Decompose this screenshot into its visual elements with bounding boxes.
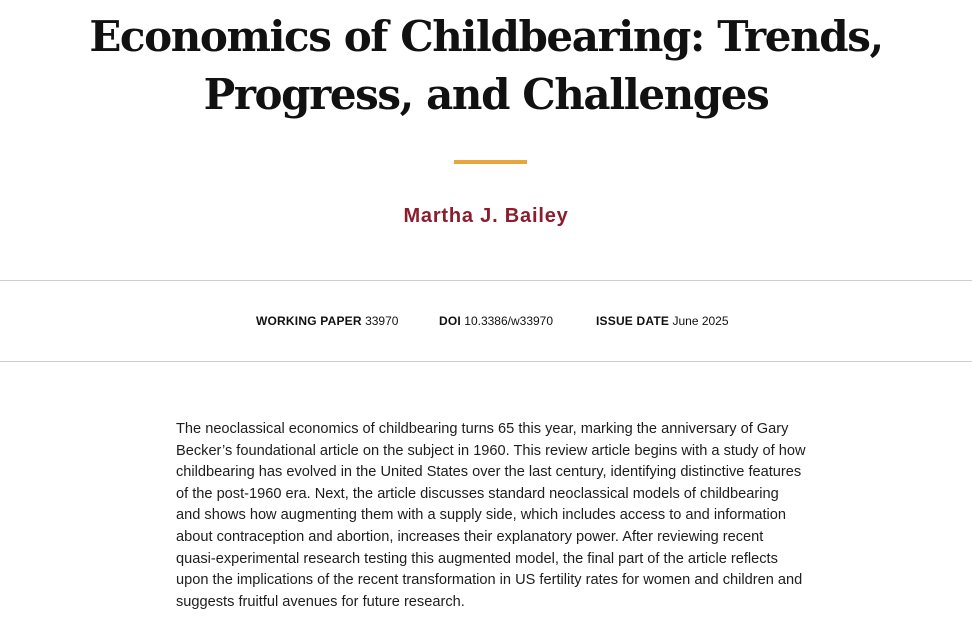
author-name[interactable]: Martha J. Bailey [403, 205, 569, 227]
issue-date [596, 313, 729, 329]
title-accent-rule [454, 160, 527, 164]
doi-label: DOI [439, 314, 461, 328]
abstract-text: The neoclassical economics of childbearing turns 65 this year, marking the anniversary of Gary Becker’s foundational article on the subject in 1960. This review article begins with a study of how childbearing has evolved in the United States over the last century, identifying distinctive features of the post-1960 era. Next, the article discusses standard neoclassical models of childbearing and shows how augmenting them with a supply side, which includes access to and information about contraception and abortion, increases their explanatory power. After reviewing recent quasi-experimental research testing this augmented model, the final part of the article reflects upon the implications of the recent transformation in US fertility rates for women and children and suggests fruitful avenues for future research. [176, 421, 806, 610]
working-paper-number [256, 313, 398, 329]
doi [439, 313, 553, 329]
page-title: Economics of Childbearing: Trends, Progress, and Challenges [89, 12, 883, 119]
issue-date-label: ISSUE DATE [596, 314, 670, 328]
issue-date-value: June 2025 [672, 314, 729, 328]
doi-value: 10.3386/w33970 [464, 314, 554, 328]
working-paper-label: WORKING PAPER [256, 314, 362, 328]
paper-metadata-band [0, 280, 972, 362]
working-paper-value: 33970 [365, 314, 399, 328]
